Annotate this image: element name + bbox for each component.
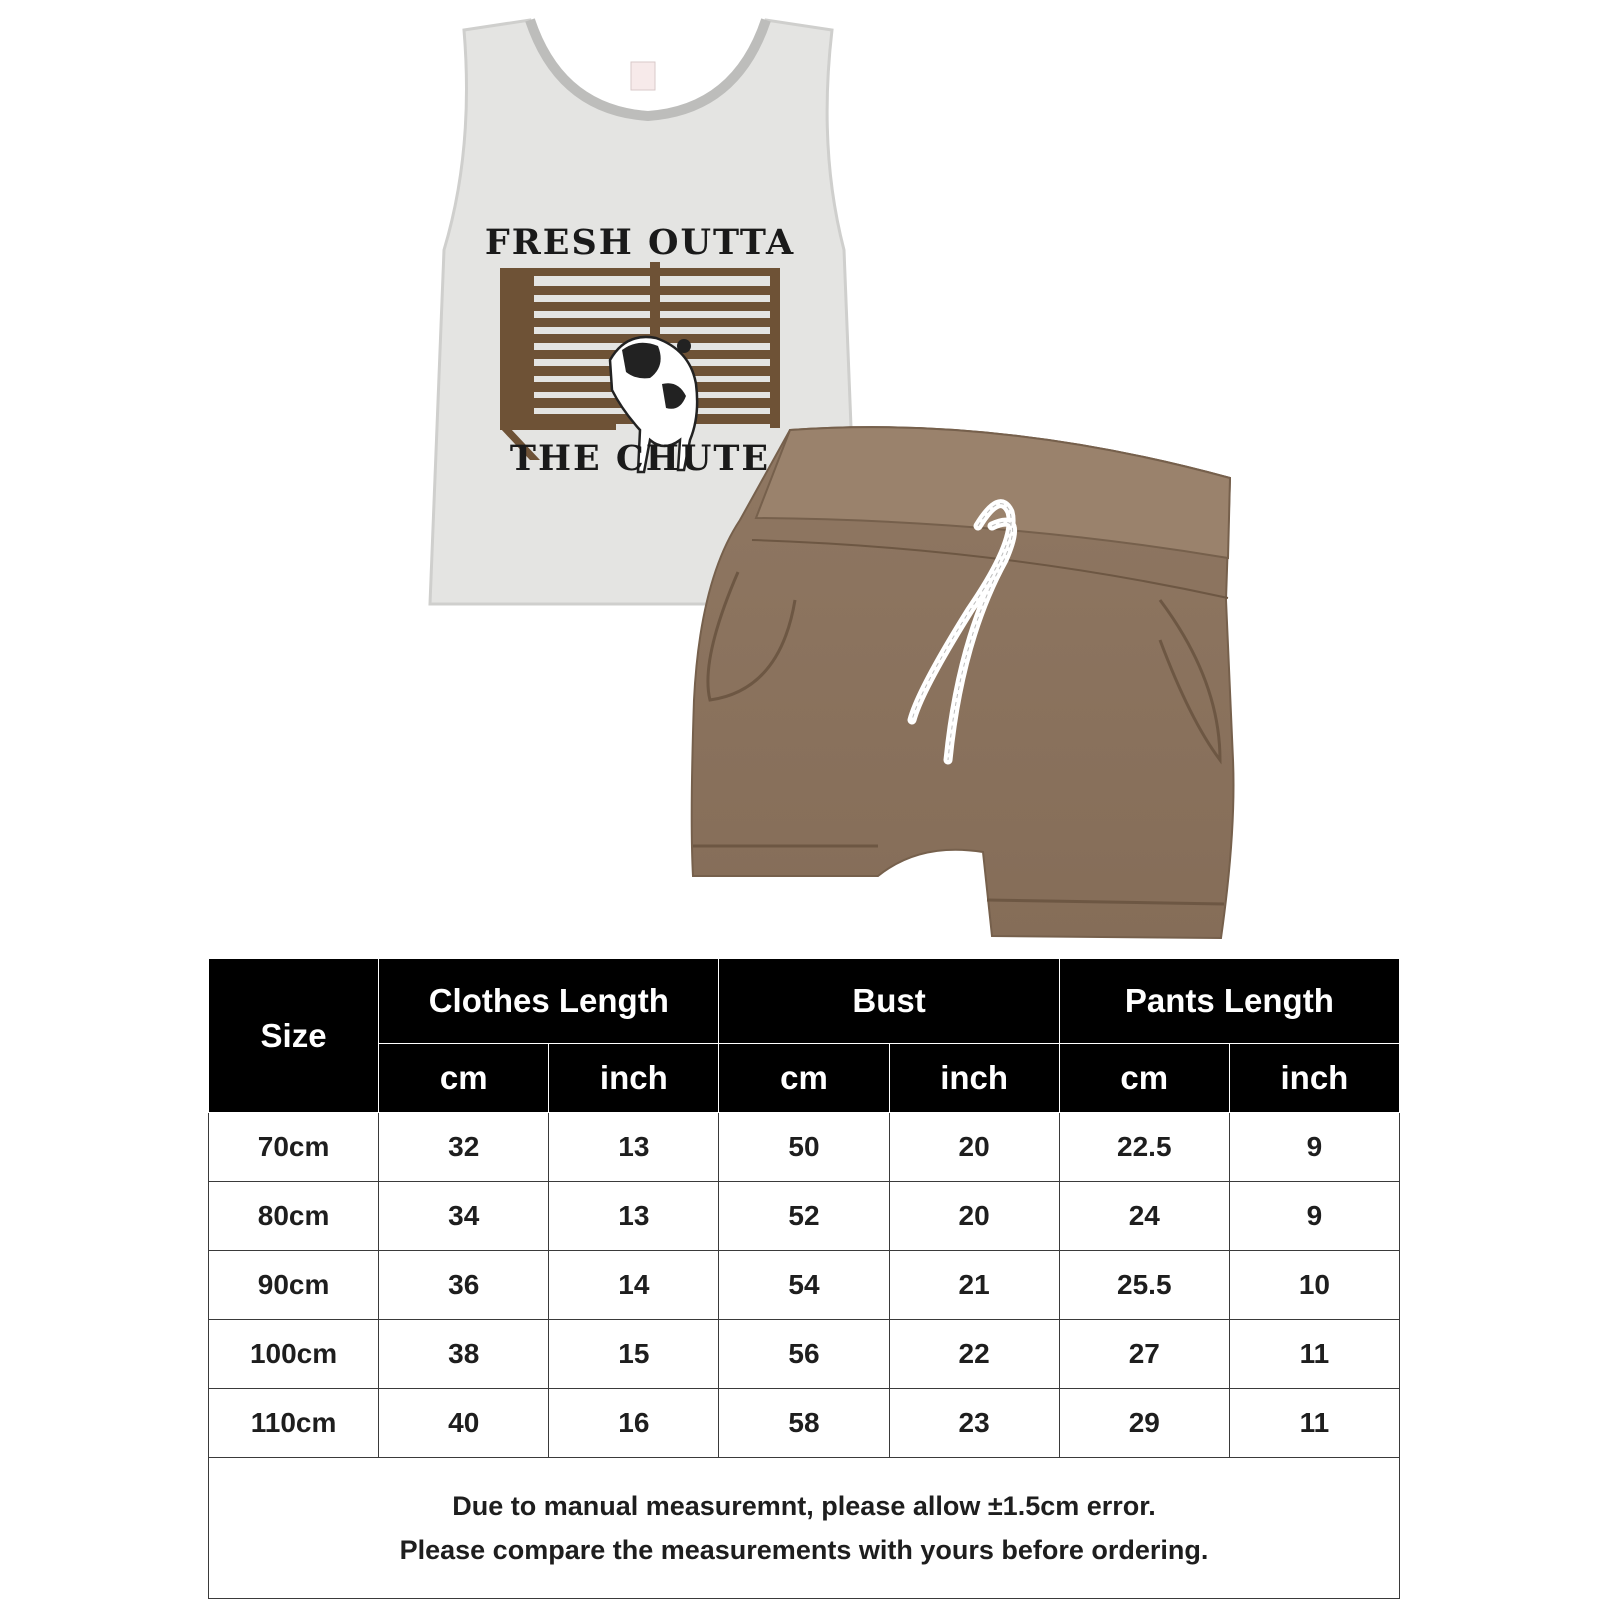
table-cell: 50 bbox=[719, 1113, 889, 1182]
unit-header: inch bbox=[889, 1044, 1059, 1113]
table-cell: 25.5 bbox=[1059, 1251, 1229, 1320]
table-cell: 13 bbox=[549, 1113, 719, 1182]
table-cell: 11 bbox=[1229, 1389, 1399, 1458]
note-line-2: Please compare the measurements with yours before ordering. bbox=[399, 1535, 1209, 1565]
table-cell: 20 bbox=[889, 1113, 1059, 1182]
table-cell: 24 bbox=[1059, 1182, 1229, 1251]
header-group-row bbox=[209, 959, 1400, 1044]
shorts bbox=[692, 427, 1234, 938]
size-cell: 110cm bbox=[209, 1389, 379, 1458]
product-photo bbox=[400, 0, 1280, 950]
table-cell: 38 bbox=[379, 1320, 549, 1389]
table-cell: 22 bbox=[889, 1320, 1059, 1389]
unit-header: cm bbox=[719, 1044, 889, 1113]
table-cell: 10 bbox=[1229, 1251, 1399, 1320]
size-cell: 100cm bbox=[209, 1320, 379, 1389]
table-cell: 13 bbox=[549, 1182, 719, 1251]
bust-header: Bust bbox=[719, 959, 1059, 1044]
measurement-note bbox=[209, 1458, 1400, 1599]
unit-header: inch bbox=[1229, 1044, 1399, 1113]
table-cell: 14 bbox=[549, 1251, 719, 1320]
measurement-note-row bbox=[209, 1458, 1400, 1599]
tank-top-label-tag bbox=[631, 62, 655, 90]
table-cell: 40 bbox=[379, 1389, 549, 1458]
unit-header: cm bbox=[379, 1044, 549, 1113]
note-line-1: Due to manual measuremnt, please allow ±1.5cm error. bbox=[452, 1491, 1156, 1521]
size-header: Size bbox=[209, 959, 379, 1113]
print-line-2: THE CHUTE bbox=[509, 438, 771, 479]
unit-header: cm bbox=[1059, 1044, 1229, 1113]
table-cell: 32 bbox=[379, 1113, 549, 1182]
table-row bbox=[209, 1182, 1400, 1251]
table-row bbox=[209, 1389, 1400, 1458]
table-cell: 15 bbox=[549, 1320, 719, 1389]
size-cell: 70cm bbox=[209, 1113, 379, 1182]
header-unit-row bbox=[209, 1044, 1400, 1113]
pants-length-header: Pants Length bbox=[1059, 959, 1399, 1044]
table-cell: 9 bbox=[1229, 1182, 1399, 1251]
table-row bbox=[209, 1251, 1400, 1320]
table-cell: 9 bbox=[1229, 1113, 1399, 1182]
table-cell: 56 bbox=[719, 1320, 889, 1389]
size-cell: 80cm bbox=[209, 1182, 379, 1251]
table-cell: 54 bbox=[719, 1251, 889, 1320]
table-cell: 27 bbox=[1059, 1320, 1229, 1389]
print-line-1: FRESH OUTTA bbox=[484, 222, 796, 263]
table-cell: 23 bbox=[889, 1389, 1059, 1458]
unit-header: inch bbox=[549, 1044, 719, 1113]
table-cell: 52 bbox=[719, 1182, 889, 1251]
table-cell: 58 bbox=[719, 1389, 889, 1458]
table-cell: 11 bbox=[1229, 1320, 1399, 1389]
clothes-length-header: Clothes Length bbox=[379, 959, 719, 1044]
table-cell: 34 bbox=[379, 1182, 549, 1251]
size-chart-table bbox=[208, 958, 1400, 1599]
size-cell: 90cm bbox=[209, 1251, 379, 1320]
table-cell: 29 bbox=[1059, 1389, 1229, 1458]
table-cell: 20 bbox=[889, 1182, 1059, 1251]
table-cell: 21 bbox=[889, 1251, 1059, 1320]
table-row bbox=[209, 1113, 1400, 1182]
table-cell: 16 bbox=[549, 1389, 719, 1458]
table-row bbox=[209, 1320, 1400, 1389]
table-cell: 36 bbox=[379, 1251, 549, 1320]
table-cell: 22.5 bbox=[1059, 1113, 1229, 1182]
